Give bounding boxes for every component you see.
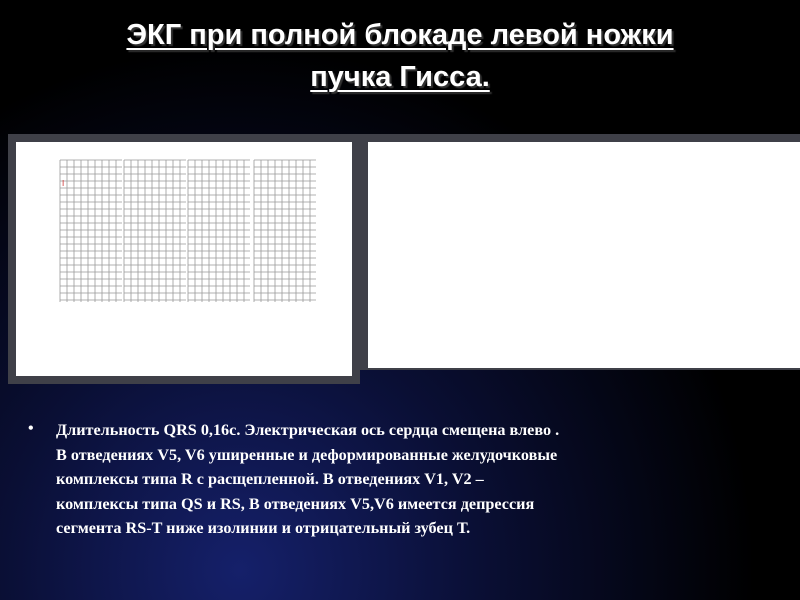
bullet-icon: • [28,420,34,437]
ecg-grid [124,160,186,302]
description-line: В отведениях V5, V6 уширенные и деформированные желудочковые [56,445,558,464]
description-text [56,418,559,541]
ecg-grid [188,160,250,302]
description-line: Длительность QRS 0,16с. Электрическая ось сердца смещена влево . [56,421,560,439]
description-line: комплексы типа QS и RS, В отведениях V5,V6 имеется депрессия [56,494,535,513]
slide-title-line-1: ЭКГ при полной блокаде левой ножки [126,19,674,51]
ecg-grid [254,160,316,302]
slide-title-line-2: пучка Гисса. [310,61,490,93]
lead-label: I [62,179,65,188]
right-ecg-image [368,142,800,368]
left-ecg-tracing [16,142,352,376]
description-line: комплексы типа R с расщепленной. В отведениях V1, V2 – [56,470,484,488]
slide-title [60,14,740,98]
right-ecg-tracing [368,142,800,368]
ecg-grid [60,160,122,302]
left-ecg-image [16,142,352,376]
description-line: сегмента RS-T ниже изолинии и отрицательный зубец Т. [56,519,471,537]
